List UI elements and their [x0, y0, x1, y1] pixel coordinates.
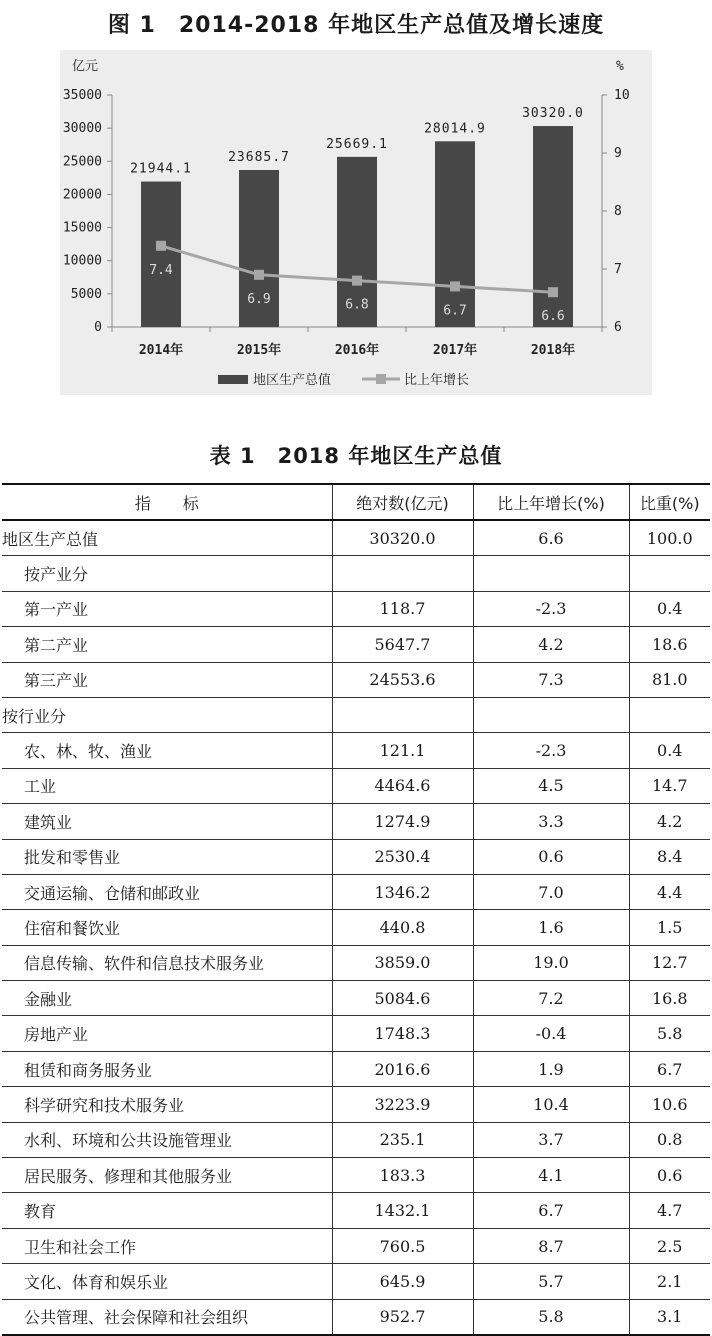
- row-name: 第二产业: [2, 627, 332, 662]
- row-name: 房地产业: [2, 1016, 332, 1051]
- table-row: [2, 733, 710, 768]
- row-absolute: 2530.4: [332, 839, 473, 874]
- row-growth: 1.6: [473, 910, 629, 945]
- row-absolute: 645.9: [332, 1264, 473, 1299]
- line-point: [450, 281, 460, 291]
- row-growth: 5.7: [473, 1264, 629, 1299]
- right-tick-label: 9: [614, 146, 622, 161]
- row-share: 16.8: [629, 981, 710, 1016]
- left-tick-label: 25000: [62, 154, 102, 170]
- row-absolute: 118.7: [332, 591, 473, 626]
- figure-title: 图 1 2014-2018 年地区生产总值及增长速度: [107, 13, 605, 38]
- row-name: 工业: [2, 768, 332, 803]
- row-growth: 4.1: [473, 1158, 629, 1193]
- row-growth: 4.2: [473, 627, 629, 662]
- row-share: 18.6: [629, 627, 710, 662]
- line-point: [548, 287, 558, 297]
- x-tick-label: 2015年: [236, 343, 282, 358]
- row-share: [629, 556, 710, 591]
- left-tick-label: 30000: [62, 121, 102, 137]
- row-share: 0.4: [629, 591, 710, 626]
- row-growth: -2.3: [473, 591, 629, 626]
- gdp-table: [2, 483, 710, 1336]
- row-growth: -0.4: [473, 1016, 629, 1051]
- x-tick-label: 2014年: [138, 343, 184, 358]
- row-growth: 6.7: [473, 1193, 629, 1228]
- table-body: [2, 520, 710, 1335]
- table-row: [2, 520, 710, 556]
- row-share: [629, 697, 710, 732]
- right-tick-label: 8: [614, 204, 622, 219]
- row-share: 4.7: [629, 1193, 710, 1228]
- row-growth: 7.2: [473, 981, 629, 1016]
- right-axis-unit: %: [616, 59, 624, 74]
- row-name: 水利、环境和公共设施管理业: [2, 1122, 332, 1157]
- row-absolute: 183.3: [332, 1158, 473, 1193]
- row-share: 100.0: [629, 520, 710, 556]
- row-share: 2.1: [629, 1264, 710, 1299]
- bar-data-label: 28014.9: [424, 121, 486, 137]
- left-tick-label: 0: [94, 320, 102, 335]
- legend-line-label: 比上年增长: [404, 373, 470, 388]
- line-point: [254, 270, 264, 280]
- row-absolute: 1346.2: [332, 874, 473, 909]
- row-growth: [473, 556, 629, 591]
- row-absolute: 760.5: [332, 1228, 473, 1263]
- table-title: 表 1 2018 年地区生产总值: [209, 444, 503, 468]
- x-tick-label: 2017年: [432, 343, 478, 358]
- row-absolute: 30320.0: [332, 520, 473, 556]
- row-share: 3.1: [629, 1299, 710, 1335]
- table-row: [2, 804, 710, 839]
- row-absolute: 24553.6: [332, 662, 473, 697]
- row-share: 6.7: [629, 1051, 710, 1086]
- header-growth: 比上年增长(%): [473, 484, 629, 520]
- row-share: 4.4: [629, 874, 710, 909]
- table-row: [2, 556, 710, 591]
- row-share: 5.8: [629, 1016, 710, 1051]
- row-share: 8.4: [629, 839, 710, 874]
- row-growth: 10.4: [473, 1087, 629, 1122]
- row-absolute: 2016.6: [332, 1051, 473, 1086]
- table-row: [2, 839, 710, 874]
- row-share: 81.0: [629, 662, 710, 697]
- left-tick-label: 35000: [62, 88, 102, 103]
- line-point: [156, 241, 166, 251]
- bar-data-label: 25669.1: [326, 136, 388, 152]
- row-growth: 1.9: [473, 1051, 629, 1086]
- row-name: 科学研究和技术服务业: [2, 1087, 332, 1122]
- row-growth: 6.6: [473, 520, 629, 556]
- line-data-label: 6.8: [345, 297, 369, 313]
- row-absolute: 4464.6: [332, 768, 473, 803]
- table-row: [2, 1016, 710, 1051]
- table-row: [2, 1193, 710, 1228]
- row-growth: 19.0: [473, 945, 629, 980]
- row-name: 按产业分: [2, 556, 332, 591]
- row-growth: [473, 697, 629, 732]
- header-share: 比重(%): [629, 484, 710, 520]
- row-name: 教育: [2, 1193, 332, 1228]
- table-row: [2, 697, 710, 732]
- row-name: 住宿和餐饮业: [2, 910, 332, 945]
- row-share: 14.7: [629, 768, 710, 803]
- right-tick-label: 7: [614, 262, 622, 277]
- table-row: [2, 1228, 710, 1263]
- legend-bar-label: 地区生产总值: [253, 373, 332, 388]
- row-name: 信息传输、软件和信息技术服务业: [2, 945, 332, 980]
- table-header-row: [2, 484, 710, 520]
- row-name: 金融业: [2, 981, 332, 1016]
- row-absolute: 3223.9: [332, 1087, 473, 1122]
- line-data-label: 6.6: [541, 309, 565, 325]
- row-share: 0.4: [629, 733, 710, 768]
- left-tick-label: 5000: [70, 286, 102, 302]
- row-share: 2.5: [629, 1228, 710, 1263]
- table-row: [2, 1122, 710, 1157]
- header-indicator: 指 标: [2, 484, 332, 520]
- line-point: [352, 276, 362, 286]
- row-name: 批发和零售业: [2, 839, 332, 874]
- table-row: [2, 1264, 710, 1299]
- table-row: [2, 662, 710, 697]
- table-row: [2, 1158, 710, 1193]
- table-row: [2, 910, 710, 945]
- row-growth: -2.3: [473, 733, 629, 768]
- row-name: 租赁和商务服务业: [2, 1051, 332, 1086]
- row-name: 文化、体育和娱乐业: [2, 1264, 332, 1299]
- row-absolute: 952.7: [332, 1299, 473, 1335]
- table-row: [2, 874, 710, 909]
- row-growth: 3.3: [473, 804, 629, 839]
- table-row: [2, 627, 710, 662]
- table-row: [2, 1051, 710, 1086]
- row-name: 建筑业: [2, 804, 332, 839]
- row-growth: 0.6: [473, 839, 629, 874]
- bar-data-label: 30320.0: [522, 106, 584, 122]
- line-data-label: 6.9: [247, 291, 271, 307]
- row-growth: 7.3: [473, 662, 629, 697]
- table-row: [2, 768, 710, 803]
- bar: [435, 141, 475, 327]
- row-growth: 5.8: [473, 1299, 629, 1335]
- table-row: [2, 981, 710, 1016]
- row-name: 地区生产总值: [2, 520, 332, 556]
- row-absolute: 3859.0: [332, 945, 473, 980]
- bar-data-label: 23685.7: [228, 149, 290, 165]
- row-share: 10.6: [629, 1087, 710, 1122]
- row-name: 第一产业: [2, 591, 332, 626]
- row-name: 第三产业: [2, 662, 332, 697]
- row-absolute: 1432.1: [332, 1193, 473, 1228]
- table-row: [2, 591, 710, 626]
- table-row: [2, 945, 710, 980]
- row-name: 公共管理、社会保障和社会组织: [2, 1299, 332, 1335]
- right-tick-label: 10: [614, 88, 630, 103]
- row-name: 交通运输、仓储和邮政业: [2, 874, 332, 909]
- x-tick-label: 2018年: [530, 343, 576, 358]
- left-tick-label: 20000: [62, 187, 102, 203]
- row-absolute: 440.8: [332, 910, 473, 945]
- row-absolute: 1274.9: [332, 804, 473, 839]
- gdp-chart-svg: [0, 50, 712, 410]
- bar: [141, 182, 181, 327]
- row-absolute: 1748.3: [332, 1016, 473, 1051]
- header-absolute: 绝对数(亿元): [332, 484, 473, 520]
- row-name: 按行业分: [2, 697, 332, 732]
- row-share: 12.7: [629, 945, 710, 980]
- row-share: 0.8: [629, 1122, 710, 1157]
- table-row: [2, 1087, 710, 1122]
- x-tick-label: 2016年: [334, 343, 380, 358]
- gdp-chart: [0, 50, 712, 410]
- line-data-label: 6.7: [443, 303, 467, 319]
- left-axis-unit: 亿元: [72, 59, 99, 74]
- row-growth: 8.7: [473, 1228, 629, 1263]
- row-absolute: [332, 697, 473, 732]
- row-share: 0.6: [629, 1158, 710, 1193]
- row-absolute: 121.1: [332, 733, 473, 768]
- row-absolute: 235.1: [332, 1122, 473, 1157]
- line-data-label: 7.4: [149, 262, 173, 278]
- left-tick-label: 15000: [62, 220, 102, 236]
- row-name: 农、林、牧、渔业: [2, 733, 332, 768]
- row-absolute: [332, 556, 473, 591]
- row-absolute: 5647.7: [332, 627, 473, 662]
- row-share: 4.2: [629, 804, 710, 839]
- row-share: 1.5: [629, 910, 710, 945]
- right-tick-label: 6: [614, 320, 622, 335]
- legend-bar-swatch: [218, 375, 248, 384]
- legend-line-marker: [376, 374, 386, 384]
- row-growth: 7.0: [473, 874, 629, 909]
- row-name: 卫生和社会工作: [2, 1228, 332, 1263]
- bar-data-label: 21944.1: [130, 161, 192, 177]
- row-absolute: 5084.6: [332, 981, 473, 1016]
- row-name: 居民服务、修理和其他服务业: [2, 1158, 332, 1193]
- left-tick-label: 10000: [62, 253, 102, 269]
- table-row: [2, 1299, 710, 1335]
- row-growth: 3.7: [473, 1122, 629, 1157]
- row-growth: 4.5: [473, 768, 629, 803]
